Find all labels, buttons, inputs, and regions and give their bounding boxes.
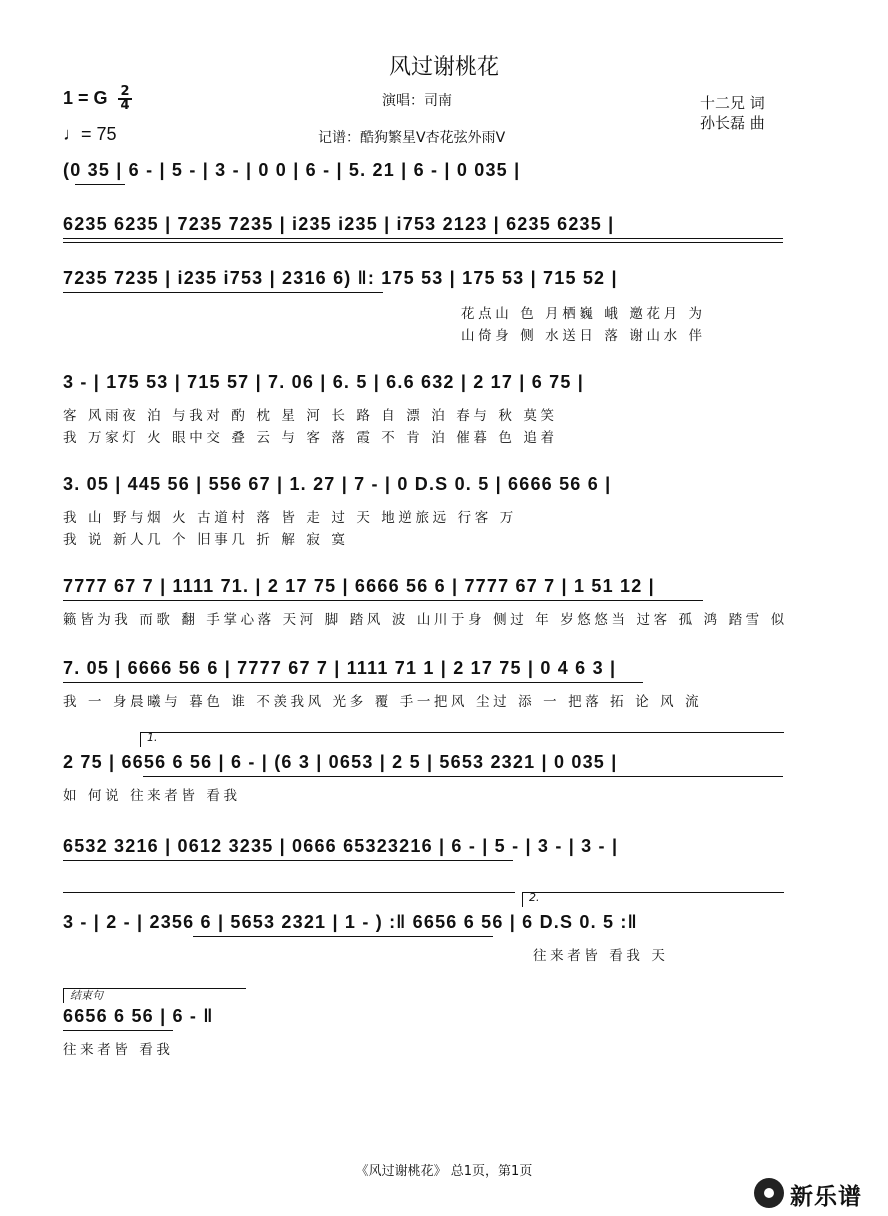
song-title: 风过谢桃花 [388, 55, 499, 80]
page-footer: 《风过谢桃花》 总1页，第1页 [355, 1164, 533, 1179]
notes: 6656 6 56 | 6 - ‖ [63, 1006, 214, 1026]
record-disc-icon [754, 1178, 784, 1208]
lyrics-verse-1: 我 山 野与烟 火 古道村 落 皆 走 过 天 地逆旅远 行客 万 [63, 510, 517, 526]
notes: (0 35 | 6 - | 5 - | 3 - | 0 0 | 6 - | 5. 21 | 6 - | 0 035 | [63, 160, 521, 180]
volta-2-label: 2. [529, 891, 540, 904]
composer: 孙长磊 曲 [700, 114, 765, 132]
lyrics-verse-1: 花点山 色 月栖巍 峨 邀花月 为 [461, 306, 706, 322]
tempo-marking: ♩= 75 [63, 124, 117, 144]
lyrics-verse-1: 籁皆为我 而歌 翻 手掌心落 天河 脚 踏风 波 山川于身 侧过 年 岁悠悠当 过客 孤 鸿 踏雪 似 [63, 612, 788, 628]
time-signature-bottom: 4 [120, 98, 130, 113]
lyrics-verse-1: 我 一 身晨曦与 暮色 谁 不羡我风 光多 覆 手一把风 尘过 添 一 把落 拓 论 风 流 [63, 694, 703, 710]
lyrics-verse-2: 我 万家灯 火 眼中交 叠 云 与 客 落 霞 不 肯 泊 催暮 色 追着 [63, 430, 558, 446]
notes: 7777 67 7 | 1111 71. | 2 17 75 | 6666 56 6 | 7777 67 7 | 1 51 12 | [63, 576, 655, 596]
lyricist: 十二兄 词 [700, 94, 765, 112]
notes: 7235 7235 | i235 i753 | 2316 6) ‖: 175 53 | 175 53 | 715 52 | [63, 268, 618, 288]
volta-1-continuation [63, 892, 515, 907]
notes: 3 - | 2 - | 2356 6 | 5653 2321 | 1 - ) :‖ 6656 6 56 | 6 D.S 0. 5 :‖ [63, 912, 638, 932]
lyrics-verse-1: 往来者皆 看我 天 [533, 948, 669, 964]
lyrics-verse-1: 往来者皆 看我 [63, 1042, 174, 1058]
lyrics-verse-2: 山倚身 侧 水送日 落 谢山水 伴 [461, 328, 706, 344]
notes: 3 - | 175 53 | 715 57 | 7. 06 | 6. 5 | 6.6 632 | 2 17 | 6 75 | [63, 372, 584, 392]
ending-bracket [63, 988, 246, 1003]
time-signature-top: 2 [120, 84, 130, 99]
lyrics-verse-2: 我 说 新人几 个 旧事几 折 解 寂 寞 [63, 532, 349, 548]
time-signature [118, 86, 132, 112]
notes: 2 75 | 6656 6 56 | 6 - | (6 3 | 0653 | 2 5 | 5653 2321 | 0 035 | [63, 752, 618, 772]
notes: 6235 6235 | 7235 7235 | i235 i235 | i753 2123 | 6235 6235 | [63, 214, 615, 234]
notation-credit: 记谱：酷狗繁星V杏花弦外雨V [318, 130, 506, 146]
lyrics-verse-1: 如 何说 往来者皆 看我 [63, 788, 241, 804]
singer: 演唱：司南 [382, 93, 452, 109]
lyrics-verse-1: 客 风雨夜 泊 与我对 酌 枕 星 河 长 路 自 漂 泊 春与 秋 莫笑 [63, 408, 558, 424]
credits [700, 93, 765, 133]
volta-1-label: 1. [147, 731, 158, 744]
brand-name: 新乐谱 [790, 1184, 862, 1210]
notes: 6532 3216 | 0612 3235 | 0666 65323216 | 6 - | 5 - | 3 - | 3 - | [63, 836, 619, 856]
notes: 3. 05 | 445 56 | 556 67 | 1. 27 | 7 - | 0 D.S 0. 5 | 6666 56 6 | [63, 474, 612, 494]
ending-label: 结束句 [70, 989, 103, 1002]
volta-1-bracket [140, 732, 784, 747]
key-signature: 1 = G [63, 88, 108, 108]
volta-2-bracket [522, 892, 784, 907]
notes: 7. 05 | 6666 56 6 | 7777 67 7 | 1111 71 1 | 2 17 75 | 0 4 6 3 | [63, 658, 617, 678]
